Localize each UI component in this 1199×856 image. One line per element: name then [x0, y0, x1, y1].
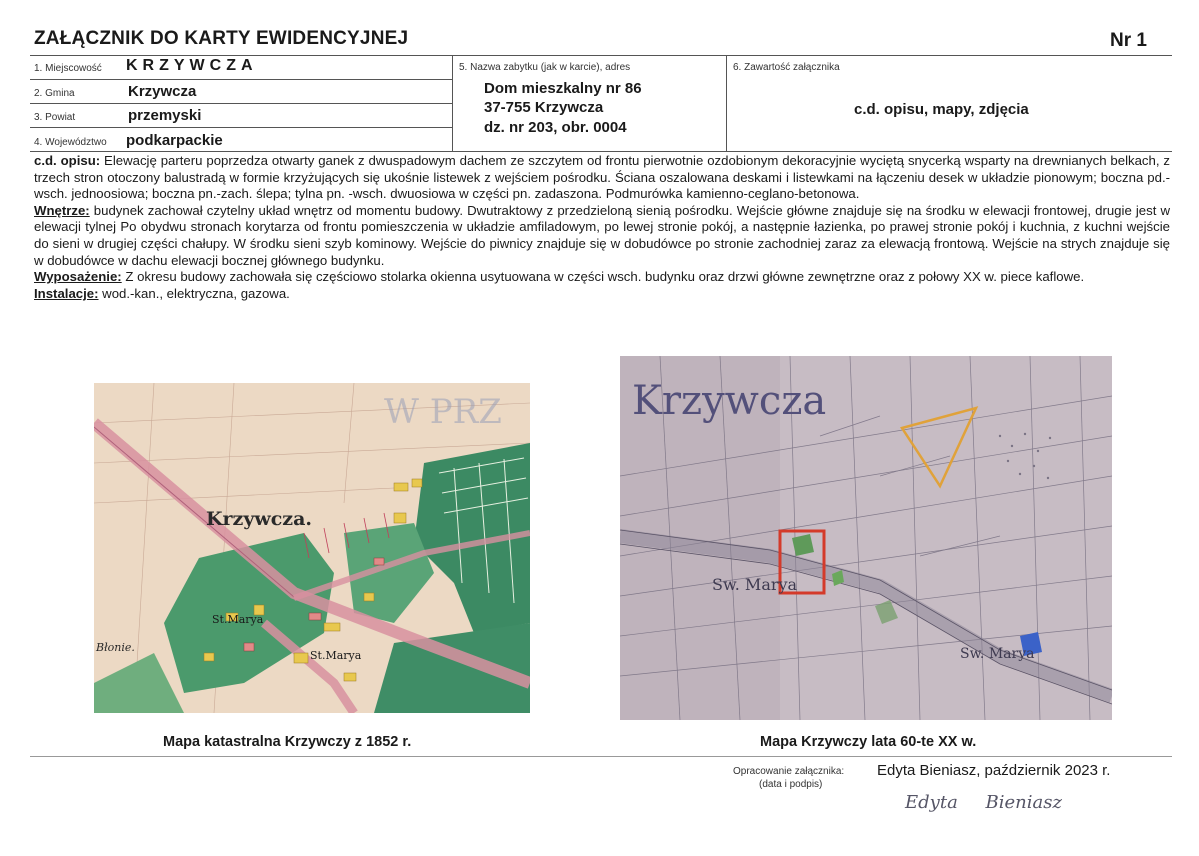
page-title: ZAŁĄCZNIK DO KARTY EWIDENCYJNEJ [34, 28, 409, 49]
map1-stmarya-label-2: St.Marya [310, 649, 362, 662]
zawartosc-label: 6. Zawartość załącznika [733, 62, 840, 73]
map-1960s [620, 356, 1112, 720]
map2-caption: Mapa Krzywczy lata 60-te XX w. [760, 734, 977, 750]
powiat-label: 3. Powiat [34, 112, 76, 123]
table-line [30, 127, 452, 128]
table-top-line [30, 55, 1172, 56]
map1-wprz-label: W PRZ [384, 392, 502, 432]
map1-blonie-label: Błonie. [96, 641, 135, 654]
cadastral-map-1852 [94, 383, 530, 713]
cd-paragraph [34, 153, 1170, 203]
powiat-value: przemyski [128, 107, 202, 124]
table-divider [726, 55, 727, 151]
table-divider [452, 55, 453, 151]
author: Edyta Bieniasz, październik 2023 r. [877, 762, 1111, 779]
wyposazenie-heading: Wyposażenie: [34, 269, 122, 285]
wnetrze-paragraph [34, 203, 1170, 269]
map1-main-label: Krzywcza. [206, 508, 312, 530]
zawartosc-value: c.d. opisu, mapy, zdjęcia [854, 101, 1029, 118]
nazwa-line1: Dom mieszkalny nr 86 [484, 80, 642, 97]
map1-caption: Mapa katastralna Krzywczy z 1852 r. [163, 734, 412, 750]
instalacje-text: wod.-kan., elektryczna, gazowa. [98, 285, 290, 301]
gmina-value: Krzywcza [128, 83, 197, 100]
table-bottom-line [30, 151, 1172, 152]
prep-label-2: (data i podpis) [759, 779, 823, 790]
instalacje-heading: Instalacje: [34, 285, 99, 301]
table-line [30, 103, 452, 104]
wojewodztwo-value: podkarpackie [126, 132, 223, 149]
prep-label-1: Opracowanie załącznika: [733, 766, 845, 777]
instalacje-paragraph [34, 286, 1170, 303]
gmina-label: 2. Gmina [34, 88, 75, 99]
table-line [30, 79, 452, 80]
cd-text: Elewację parteru poprzedza otwarty ganek z dwuspadowym dachem ze szczytem od frontu pierwotnie ozdobionym dekoracyjnie wyciętą snycerką wsparty na drewnianych belkach, z trzech stron otoczony balustradą w formie krzyżujących się ukośnie listewek z wejściem pośrodku. Ściana oszalowana deskami i listewkami na łączeniu desek w układzie pionowym; boczna pd.-wsch. jednoosiowa; boczna pn.-zach. ślepa; tylna pn. -wsch. dwuosiowa w części pn. zadaszona. Podmurówka kamienno-ceglano-betonowa. [34, 153, 1170, 202]
map2-swmarya-label-2: Sw. Marya [960, 646, 1035, 662]
wyposazenie-text: Z okresu budowy zachowała się częściowo stolarka okienna usytuowana w części wsch. budynku oraz drzwi główne zewnętrzne oraz z połowy XX w. piece kaflowe. [121, 269, 1085, 285]
miejscowosc-label: 1. Miejscowość [34, 63, 102, 74]
map1-stmarya-label-1: St.Marya [212, 613, 264, 626]
miejscowosc-value: KRZYWCZA [126, 57, 258, 74]
attachment-number: Nr 1 [1110, 30, 1147, 51]
nazwa-label: 5. Nazwa zabytku (jak w karcie), adres [459, 62, 631, 73]
wyposazenie-paragraph [34, 269, 1170, 286]
cd-heading: c.d. opisu: [34, 153, 101, 168]
wojewodztwo-label: 4. Województwo [34, 137, 107, 148]
wnetrze-text: budynek zachował czytelny układ wnętrz od momentu budowy. Dwutraktowy z przedzieloną sienią pośrodku. Wejście główne znajduje się na środku w elewacji frontowej, drugie jest w elewacji tylnej Po obydwu stronach korytarza od frontu pomieszczenia w układzie amfiladowym, po lewej stronie pokój, a następnie łazienka, po prawej stronie pokój i kuchnia, z kuchni wejście do sieni w drugiej części chałupy. W środku sieni szyb kominowy. Wejście do piwnicy znajduje się w dobudówce po stronie zachodniej zaraz za elewacją frontową. Wejście na strych znajduje się w dobudówce w dachu elewacji bocznej głównego budynku. [34, 202, 1170, 268]
map2-main-label: Krzywcza [632, 378, 827, 424]
map2-swmarya-label-1: Sw. Marya [712, 575, 798, 594]
description-text [34, 153, 1170, 302]
nazwa-line2: 37-755 Krzywcza [484, 99, 604, 116]
wnetrze-heading: Wnętrze: [34, 202, 90, 218]
footer-line [30, 756, 1172, 757]
nazwa-line3: dz. nr 203, obr. 0004 [484, 119, 627, 136]
signature: Edyta Bieniasz [905, 792, 1062, 813]
